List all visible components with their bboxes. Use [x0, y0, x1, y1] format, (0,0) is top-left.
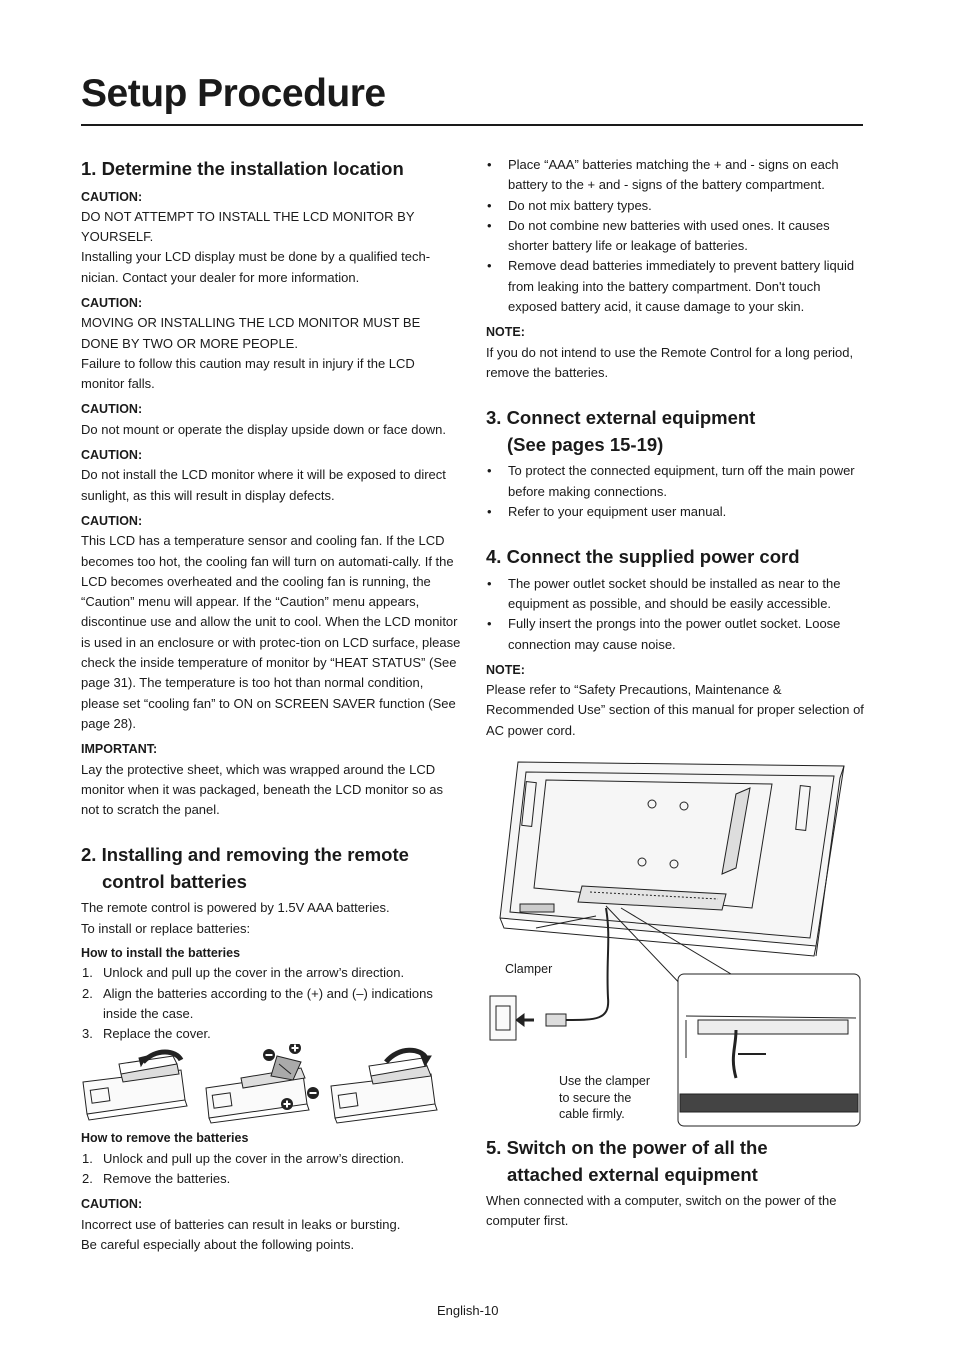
page-title: Setup Procedure	[81, 72, 386, 115]
section-5	[486, 1135, 866, 1232]
battery-intro: The remote control is powered by 1.5V AAA batteries.	[81, 900, 390, 916]
section-4-heading: 4. Connect the supplied power cord	[486, 546, 800, 568]
caution-text: DO NOT ATTEMPT TO INSTALL THE LCD MONITOR BY YOURSELF.	[81, 208, 415, 245]
list-item: • Fully insert the prongs into the power outlet socket. Loose connection may cause noise.	[486, 614, 866, 655]
right-column	[486, 155, 866, 741]
section-1-heading: 1. Determine the installation location	[81, 158, 404, 179]
section-3-bullets	[486, 461, 866, 522]
note-text: If you do not intend to use the Remote Control for a long period, remove the batteries.	[486, 344, 854, 380]
remote-control-icon	[81, 1044, 461, 1124]
section-2-heading-line2: control batteries	[102, 870, 247, 892]
list-item: 2. Align the batteries according to the (+) and (–) indications inside the case.	[82, 985, 433, 1021]
list-item: • Place “AAA” batteries matching the + and - signs on each battery to the + and - signs of the battery compartment.	[486, 155, 866, 196]
section-3-heading-line1: 3. Connect external equipment	[486, 407, 756, 429]
section-3-heading	[486, 405, 866, 458]
caution-text: Do not mount or operate the display upside down or face down.	[81, 421, 446, 437]
install-steps	[81, 963, 461, 1044]
caution-text: Be careful especially about the following points.	[81, 1236, 355, 1252]
power-cord-figure	[486, 758, 864, 1130]
note-label: NOTE:	[486, 325, 525, 340]
left-column	[81, 156, 461, 1255]
battery-bullets	[486, 155, 866, 317]
important-text: Lay the protective sheet, which was wrapped around the LCD monitor when it was packaged, beneath the LCD monitor so as not to scratch the panel.	[81, 761, 444, 818]
install-label: How to install the batteries	[81, 946, 241, 960]
caution-text: This LCD has a temperature sensor and cooling fan. If the LCD becomes too hot, the cooling fan will turn on automati-cally. If the LCD becomes overheated and the cooling fan is running, the “Caution” menu will appear. If the “Caution” menu appears, discontinue use and allow the unit to cool. When the LCD monitor is used in an enclosure or with protec-tion on LCD surface, please check the inside temperature of monitor by “HEAT STATUS” (See page 31). The temperature is too hot than normal condition, please set “cooling fan” to ON on SCREEN SAVER function (See page 28).	[81, 533, 461, 731]
list-item: • Refer to your equipment user manual.	[486, 502, 866, 522]
clamper-label: Clamper	[505, 962, 553, 976]
clamper-caption: Use the clamper to secure the cable firmly.	[559, 1074, 651, 1121]
caution-label: CAUTION:	[81, 402, 143, 417]
caution-text: Do not install the LCD monitor where it will be exposed to direct sunlight, as this will result in display defects.	[81, 467, 446, 503]
section-2-heading-line1: 2. Installing and removing the remote	[81, 844, 409, 866]
monitor-rear-illustration	[486, 758, 864, 1130]
list-item: 2. Remove the batteries.	[82, 1171, 231, 1187]
caution-text: Failure to follow this caution may result in injury if the LCD monitor falls.	[81, 355, 415, 392]
section-5-heading-line1: 5. Switch on the power of all the	[486, 1137, 768, 1158]
section-5-heading-line2: attached external equipment	[507, 1163, 758, 1185]
caution-text: Installing your LCD display must be done by a qualified tech-nician. Contact your dealer for more information.	[81, 249, 431, 285]
list-item: • The power outlet socket should be installed as near to the equipment as possible, and should be easily accessible.	[486, 574, 866, 615]
list-item: 3. Replace the cover.	[82, 1026, 211, 1042]
remote-battery-illustration	[81, 1044, 461, 1124]
title-divider	[81, 124, 863, 126]
section-3-heading-line2: (See pages 15-19)	[507, 433, 664, 455]
caution-label: CAUTION:	[81, 295, 143, 310]
caution-text: MOVING OR INSTALLING THE LCD MONITOR MUST BE DONE BY TWO OR MORE PEOPLE.	[81, 315, 421, 351]
caution-label: CAUTION:	[81, 1197, 143, 1212]
section-5-text: When connected with a computer, switch on the power of the computer first.	[486, 1193, 837, 1229]
list-item: 1. Unlock and pull up the cover in the arrow’s direction.	[82, 965, 405, 981]
section-4-bullets	[486, 574, 866, 655]
important-label: IMPORTANT:	[81, 742, 158, 757]
page-number: English-10	[437, 1303, 499, 1318]
list-item: • To protect the connected equipment, turn off the main power before making connections.	[486, 461, 866, 502]
list-item: • Do not combine new batteries with used ones. It causes shorter battery life or leakage of batteries.	[486, 216, 866, 257]
remove-label: How to remove the batteries	[81, 1131, 249, 1146]
section-5-heading	[486, 1135, 866, 1188]
list-item: 1. Unlock and pull up the cover in the arrow’s direction.	[82, 1150, 405, 1166]
list-item: • Do not mix battery types.	[486, 196, 866, 216]
caution-label: CAUTION:	[81, 189, 143, 204]
caution-label: CAUTION:	[81, 448, 143, 463]
note-label: NOTE:	[486, 662, 525, 677]
caution-text: Incorrect use of batteries can result in leaks or bursting.	[81, 1216, 401, 1232]
remove-steps	[81, 1149, 461, 1190]
section-2-heading	[81, 842, 461, 895]
list-item: • Remove dead batteries immediately to prevent battery liquid from leaking into the battery compartment. Don't touch exposed battery acid, it cause damage to your skin.	[486, 256, 866, 317]
battery-intro: To install or replace batteries:	[81, 920, 251, 936]
note-text: Please refer to “Safety Precautions, Maintenance & Recommended Use” section of this manual for proper selection of AC power cord.	[486, 682, 864, 738]
caution-label: CAUTION:	[81, 513, 143, 528]
